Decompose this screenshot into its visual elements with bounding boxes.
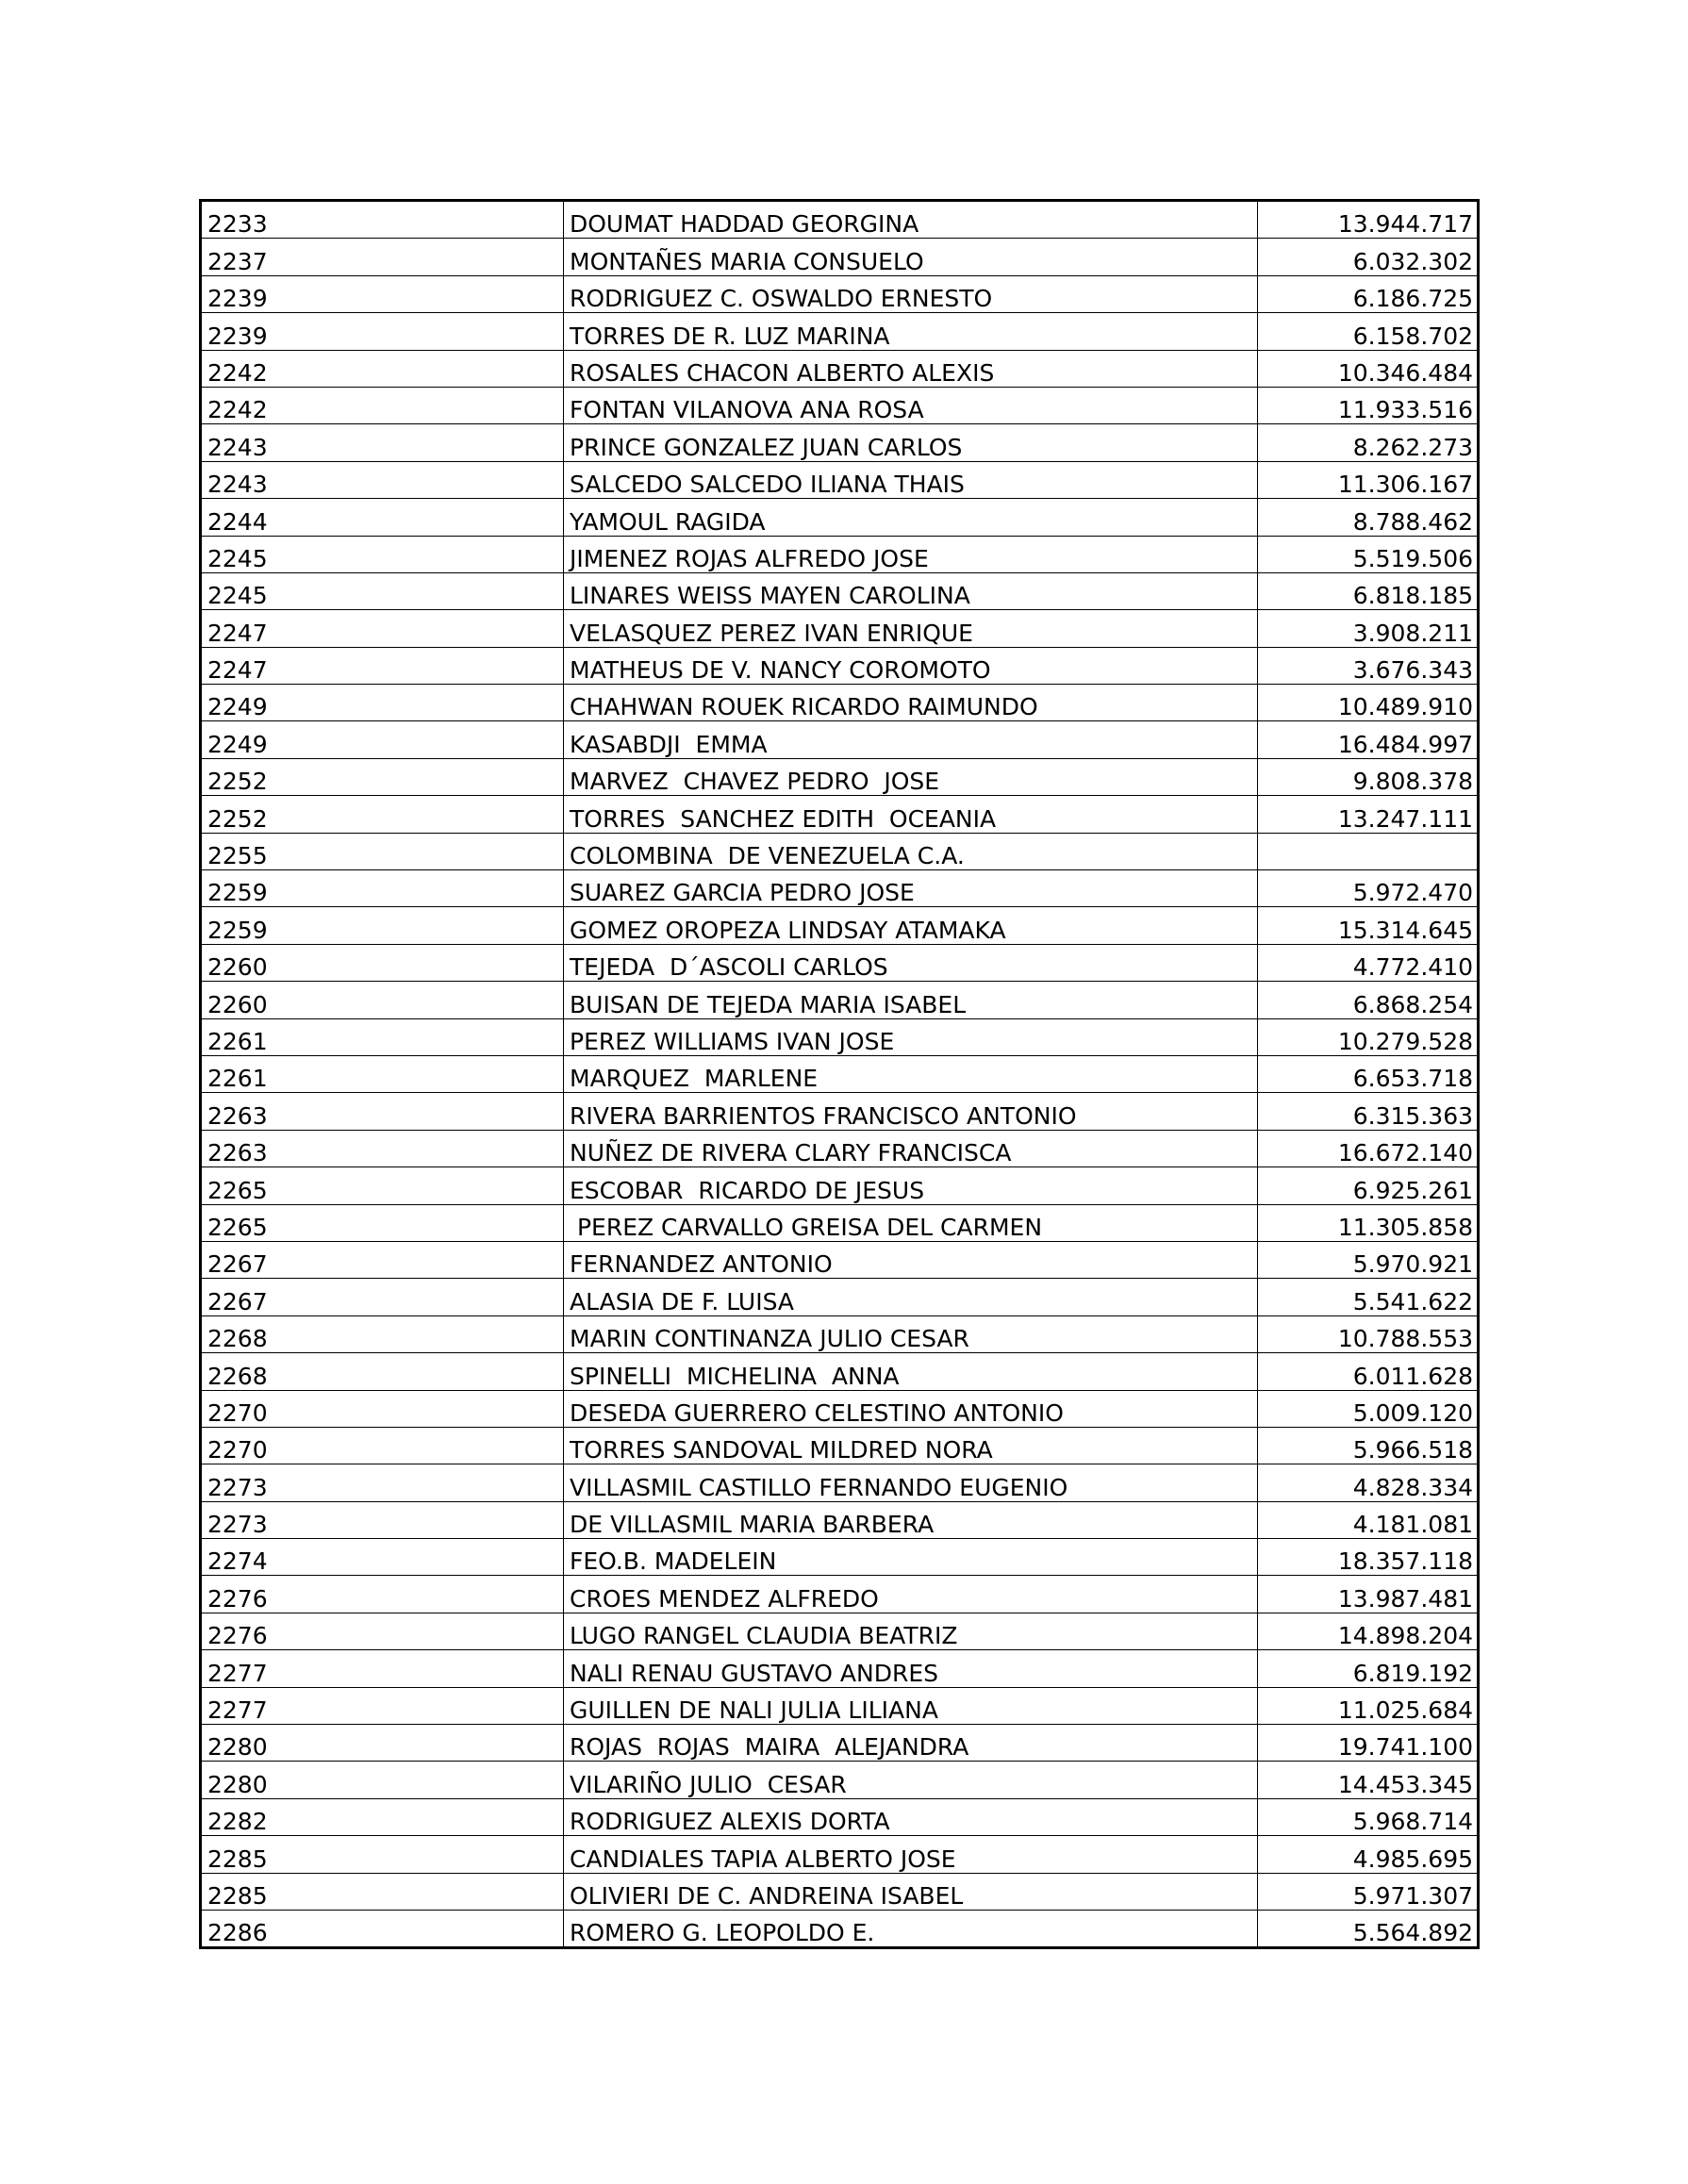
table-row — [201, 721, 1479, 758]
table-row — [201, 201, 1479, 239]
code-cell: 2270 — [201, 1427, 564, 1464]
table-row — [201, 313, 1479, 350]
table-row — [201, 944, 1479, 981]
table-row — [201, 1873, 1479, 1910]
table-row — [201, 1613, 1479, 1649]
table-row — [201, 1836, 1479, 1873]
code-cell: 2259 — [201, 907, 564, 944]
code-cell: 2259 — [201, 870, 564, 907]
amount-cell: 4.181.081 — [1258, 1501, 1479, 1538]
table-row — [201, 982, 1479, 1018]
amount-cell: 5.968.714 — [1258, 1798, 1479, 1835]
table-row — [201, 424, 1479, 461]
amount-cell: 10.279.528 — [1258, 1018, 1479, 1055]
name-cell: ROMERO G. LEOPOLDO E. — [564, 1910, 1258, 1947]
name-cell: PRINCE GONZALEZ JUAN CARLOS — [564, 424, 1258, 461]
name-cell: NALI RENAU GUSTAVO ANDRES — [564, 1650, 1258, 1687]
amount-cell: 6.925.261 — [1258, 1167, 1479, 1204]
code-cell: 2239 — [201, 313, 564, 350]
code-cell: 2267 — [201, 1279, 564, 1315]
amount-cell: 5.519.506 — [1258, 536, 1479, 572]
amount-cell: 9.808.378 — [1258, 758, 1479, 795]
name-cell: COLOMBINA DE VENEZUELA C.A. — [564, 833, 1258, 869]
table-row — [201, 275, 1479, 312]
name-cell: MARIN CONTINANZA JULIO CESAR — [564, 1315, 1258, 1352]
table-row — [201, 833, 1479, 869]
name-cell: ROJAS ROJAS MAIRA ALEJANDRA — [564, 1725, 1258, 1762]
table-row — [201, 758, 1479, 795]
name-cell: SUAREZ GARCIA PEDRO JOSE — [564, 870, 1258, 907]
name-cell: DOUMAT HADDAD GEORGINA — [564, 201, 1258, 239]
name-cell: RODRIGUEZ ALEXIS DORTA — [564, 1798, 1258, 1835]
name-cell: PEREZ CARVALLO GREISA DEL CARMEN — [564, 1204, 1258, 1241]
table-row — [201, 685, 1479, 721]
name-cell: CROES MENDEZ ALFREDO — [564, 1576, 1258, 1613]
code-cell: 2285 — [201, 1873, 564, 1910]
code-cell: 2260 — [201, 944, 564, 981]
amount-cell: 6.186.725 — [1258, 275, 1479, 312]
name-cell: KASABDJI EMMA — [564, 721, 1258, 758]
name-cell: DE VILLASMIL MARIA BARBERA — [564, 1501, 1258, 1538]
amount-cell: 6.315.363 — [1258, 1093, 1479, 1130]
name-cell: PEREZ WILLIAMS IVAN JOSE — [564, 1018, 1258, 1055]
name-cell: SPINELLI MICHELINA ANNA — [564, 1353, 1258, 1390]
amount-cell: 6.032.302 — [1258, 239, 1479, 275]
amount-cell: 13.247.111 — [1258, 796, 1479, 833]
amount-cell: 14.898.204 — [1258, 1613, 1479, 1649]
table-row — [201, 1687, 1479, 1724]
amount-cell: 16.672.140 — [1258, 1130, 1479, 1166]
code-cell: 2242 — [201, 387, 564, 423]
code-cell: 2280 — [201, 1725, 564, 1762]
table-body — [201, 201, 1479, 1948]
code-cell: 2249 — [201, 685, 564, 721]
table-row — [201, 1762, 1479, 1798]
amount-cell: 14.453.345 — [1258, 1762, 1479, 1798]
table-row — [201, 499, 1479, 536]
table-row — [201, 1539, 1479, 1576]
code-cell: 2265 — [201, 1204, 564, 1241]
name-cell: NUÑEZ DE RIVERA CLARY FRANCISCA — [564, 1130, 1258, 1166]
table-row — [201, 1353, 1479, 1390]
code-cell: 2267 — [201, 1241, 564, 1278]
amount-cell: 6.011.628 — [1258, 1353, 1479, 1390]
code-cell: 2249 — [201, 721, 564, 758]
name-cell: FEO.B. MADELEIN — [564, 1539, 1258, 1576]
amount-cell: 5.971.307 — [1258, 1873, 1479, 1910]
code-cell: 2245 — [201, 572, 564, 609]
code-cell: 2277 — [201, 1687, 564, 1724]
code-cell: 2260 — [201, 982, 564, 1018]
amount-cell: 6.819.192 — [1258, 1650, 1479, 1687]
table-row — [201, 1279, 1479, 1315]
name-cell: ROSALES CHACON ALBERTO ALEXIS — [564, 350, 1258, 387]
code-cell: 2263 — [201, 1093, 564, 1130]
amount-cell: 5.972.470 — [1258, 870, 1479, 907]
code-cell: 2252 — [201, 758, 564, 795]
amount-cell: 16.484.997 — [1258, 721, 1479, 758]
code-cell: 2277 — [201, 1650, 564, 1687]
name-cell: BUISAN DE TEJEDA MARIA ISABEL — [564, 982, 1258, 1018]
table-row — [201, 1464, 1479, 1501]
table-row — [201, 1390, 1479, 1427]
table-row — [201, 1501, 1479, 1538]
amount-cell: 19.741.100 — [1258, 1725, 1479, 1762]
table-row — [201, 1427, 1479, 1464]
name-cell: CHAHWAN ROUEK RICARDO RAIMUNDO — [564, 685, 1258, 721]
code-cell: 2285 — [201, 1836, 564, 1873]
table-row — [201, 870, 1479, 907]
amount-cell: 6.158.702 — [1258, 313, 1479, 350]
table-row — [201, 536, 1479, 572]
name-cell: GUILLEN DE NALI JULIA LILIANA — [564, 1687, 1258, 1724]
amount-cell: 3.908.211 — [1258, 610, 1479, 647]
table-row — [201, 1315, 1479, 1352]
name-cell: TORRES DE R. LUZ MARINA — [564, 313, 1258, 350]
code-cell: 2270 — [201, 1390, 564, 1427]
amount-cell: 13.987.481 — [1258, 1576, 1479, 1613]
code-cell: 2233 — [201, 201, 564, 239]
code-cell: 2261 — [201, 1018, 564, 1055]
code-cell: 2244 — [201, 499, 564, 536]
amount-cell: 4.772.410 — [1258, 944, 1479, 981]
code-cell: 2263 — [201, 1130, 564, 1166]
code-cell: 2237 — [201, 239, 564, 275]
table-row — [201, 1130, 1479, 1166]
amount-cell: 18.357.118 — [1258, 1539, 1479, 1576]
amount-cell: 5.009.120 — [1258, 1390, 1479, 1427]
table-row — [201, 1018, 1479, 1055]
table-row — [201, 461, 1479, 498]
code-cell: 2239 — [201, 275, 564, 312]
name-cell: CANDIALES TAPIA ALBERTO JOSE — [564, 1836, 1258, 1873]
amount-cell: 6.653.718 — [1258, 1055, 1479, 1092]
table-row — [201, 1910, 1479, 1947]
amount-cell: 5.966.518 — [1258, 1427, 1479, 1464]
amount-cell: 8.788.462 — [1258, 499, 1479, 536]
code-cell: 2261 — [201, 1055, 564, 1092]
table-row — [201, 1055, 1479, 1092]
amount-cell: 3.676.343 — [1258, 647, 1479, 684]
name-cell: VILARIÑO JULIO CESAR — [564, 1762, 1258, 1798]
amount-cell: 4.985.695 — [1258, 1836, 1479, 1873]
name-cell: FERNANDEZ ANTONIO — [564, 1241, 1258, 1278]
table-row — [201, 1093, 1479, 1130]
amount-cell: 8.262.273 — [1258, 424, 1479, 461]
code-cell: 2247 — [201, 610, 564, 647]
table-row — [201, 1241, 1479, 1278]
code-cell: 2276 — [201, 1613, 564, 1649]
table-row — [201, 239, 1479, 275]
name-cell: TEJEDA D´ASCOLI CARLOS — [564, 944, 1258, 981]
code-cell: 2243 — [201, 424, 564, 461]
amount-cell: 10.489.910 — [1258, 685, 1479, 721]
code-cell: 2265 — [201, 1167, 564, 1204]
amount-cell: 11.306.167 — [1258, 461, 1479, 498]
amount-cell: 11.933.516 — [1258, 387, 1479, 423]
table-row — [201, 647, 1479, 684]
amount-cell: 15.314.645 — [1258, 907, 1479, 944]
table-row — [201, 1725, 1479, 1762]
name-cell: VELASQUEZ PEREZ IVAN ENRIQUE — [564, 610, 1258, 647]
name-cell: ALASIA DE F. LUISA — [564, 1279, 1258, 1315]
name-cell: TORRES SANCHEZ EDITH OCEANIA — [564, 796, 1258, 833]
name-cell: RODRIGUEZ C. OSWALDO ERNESTO — [564, 275, 1258, 312]
name-cell: OLIVIERI DE C. ANDREINA ISABEL — [564, 1873, 1258, 1910]
code-cell: 2274 — [201, 1539, 564, 1576]
name-cell: MARQUEZ MARLENE — [564, 1055, 1258, 1092]
code-cell: 2282 — [201, 1798, 564, 1835]
amount-cell: 5.541.622 — [1258, 1279, 1479, 1315]
amount-cell: 6.818.185 — [1258, 572, 1479, 609]
code-cell: 2268 — [201, 1315, 564, 1352]
table-row — [201, 350, 1479, 387]
name-cell: LUGO RANGEL CLAUDIA BEATRIZ — [564, 1613, 1258, 1649]
data-table — [199, 199, 1480, 1949]
code-cell: 2280 — [201, 1762, 564, 1798]
amount-cell: 11.025.684 — [1258, 1687, 1479, 1724]
amount-cell: 5.564.892 — [1258, 1910, 1479, 1947]
amount-cell — [1258, 833, 1479, 869]
amount-cell: 4.828.334 — [1258, 1464, 1479, 1501]
name-cell: FONTAN VILANOVA ANA ROSA — [564, 387, 1258, 423]
table-row — [201, 796, 1479, 833]
code-cell: 2255 — [201, 833, 564, 869]
code-cell: 2247 — [201, 647, 564, 684]
code-cell: 2273 — [201, 1501, 564, 1538]
amount-cell: 10.346.484 — [1258, 350, 1479, 387]
table-row — [201, 572, 1479, 609]
table-row — [201, 1167, 1479, 1204]
amount-cell: 13.944.717 — [1258, 201, 1479, 239]
table-row — [201, 1576, 1479, 1613]
name-cell: RIVERA BARRIENTOS FRANCISCO ANTONIO — [564, 1093, 1258, 1130]
code-cell: 2273 — [201, 1464, 564, 1501]
name-cell: JIMENEZ ROJAS ALFREDO JOSE — [564, 536, 1258, 572]
table-row — [201, 1204, 1479, 1241]
table-row — [201, 1798, 1479, 1835]
name-cell: YAMOUL RAGIDA — [564, 499, 1258, 536]
amount-cell: 10.788.553 — [1258, 1315, 1479, 1352]
name-cell: ESCOBAR RICARDO DE JESUS — [564, 1167, 1258, 1204]
name-cell: GOMEZ OROPEZA LINDSAY ATAMAKA — [564, 907, 1258, 944]
code-cell: 2276 — [201, 1576, 564, 1613]
table-row — [201, 1650, 1479, 1687]
amount-cell: 6.868.254 — [1258, 982, 1479, 1018]
name-cell: LINARES WEISS MAYEN CAROLINA — [564, 572, 1258, 609]
code-cell: 2286 — [201, 1910, 564, 1947]
code-cell: 2252 — [201, 796, 564, 833]
amount-cell: 11.305.858 — [1258, 1204, 1479, 1241]
code-cell: 2242 — [201, 350, 564, 387]
name-cell: MATHEUS DE V. NANCY COROMOTO — [564, 647, 1258, 684]
name-cell: DESEDA GUERRERO CELESTINO ANTONIO — [564, 1390, 1258, 1427]
code-cell: 2268 — [201, 1353, 564, 1390]
name-cell: MARVEZ CHAVEZ PEDRO JOSE — [564, 758, 1258, 795]
name-cell: SALCEDO SALCEDO ILIANA THAIS — [564, 461, 1258, 498]
code-cell: 2243 — [201, 461, 564, 498]
code-cell: 2245 — [201, 536, 564, 572]
name-cell: MONTAÑES MARIA CONSUELO — [564, 239, 1258, 275]
name-cell: VILLASMIL CASTILLO FERNANDO EUGENIO — [564, 1464, 1258, 1501]
table-row — [201, 610, 1479, 647]
table-row — [201, 907, 1479, 944]
table-row — [201, 387, 1479, 423]
name-cell: TORRES SANDOVAL MILDRED NORA — [564, 1427, 1258, 1464]
amount-cell: 5.970.921 — [1258, 1241, 1479, 1278]
